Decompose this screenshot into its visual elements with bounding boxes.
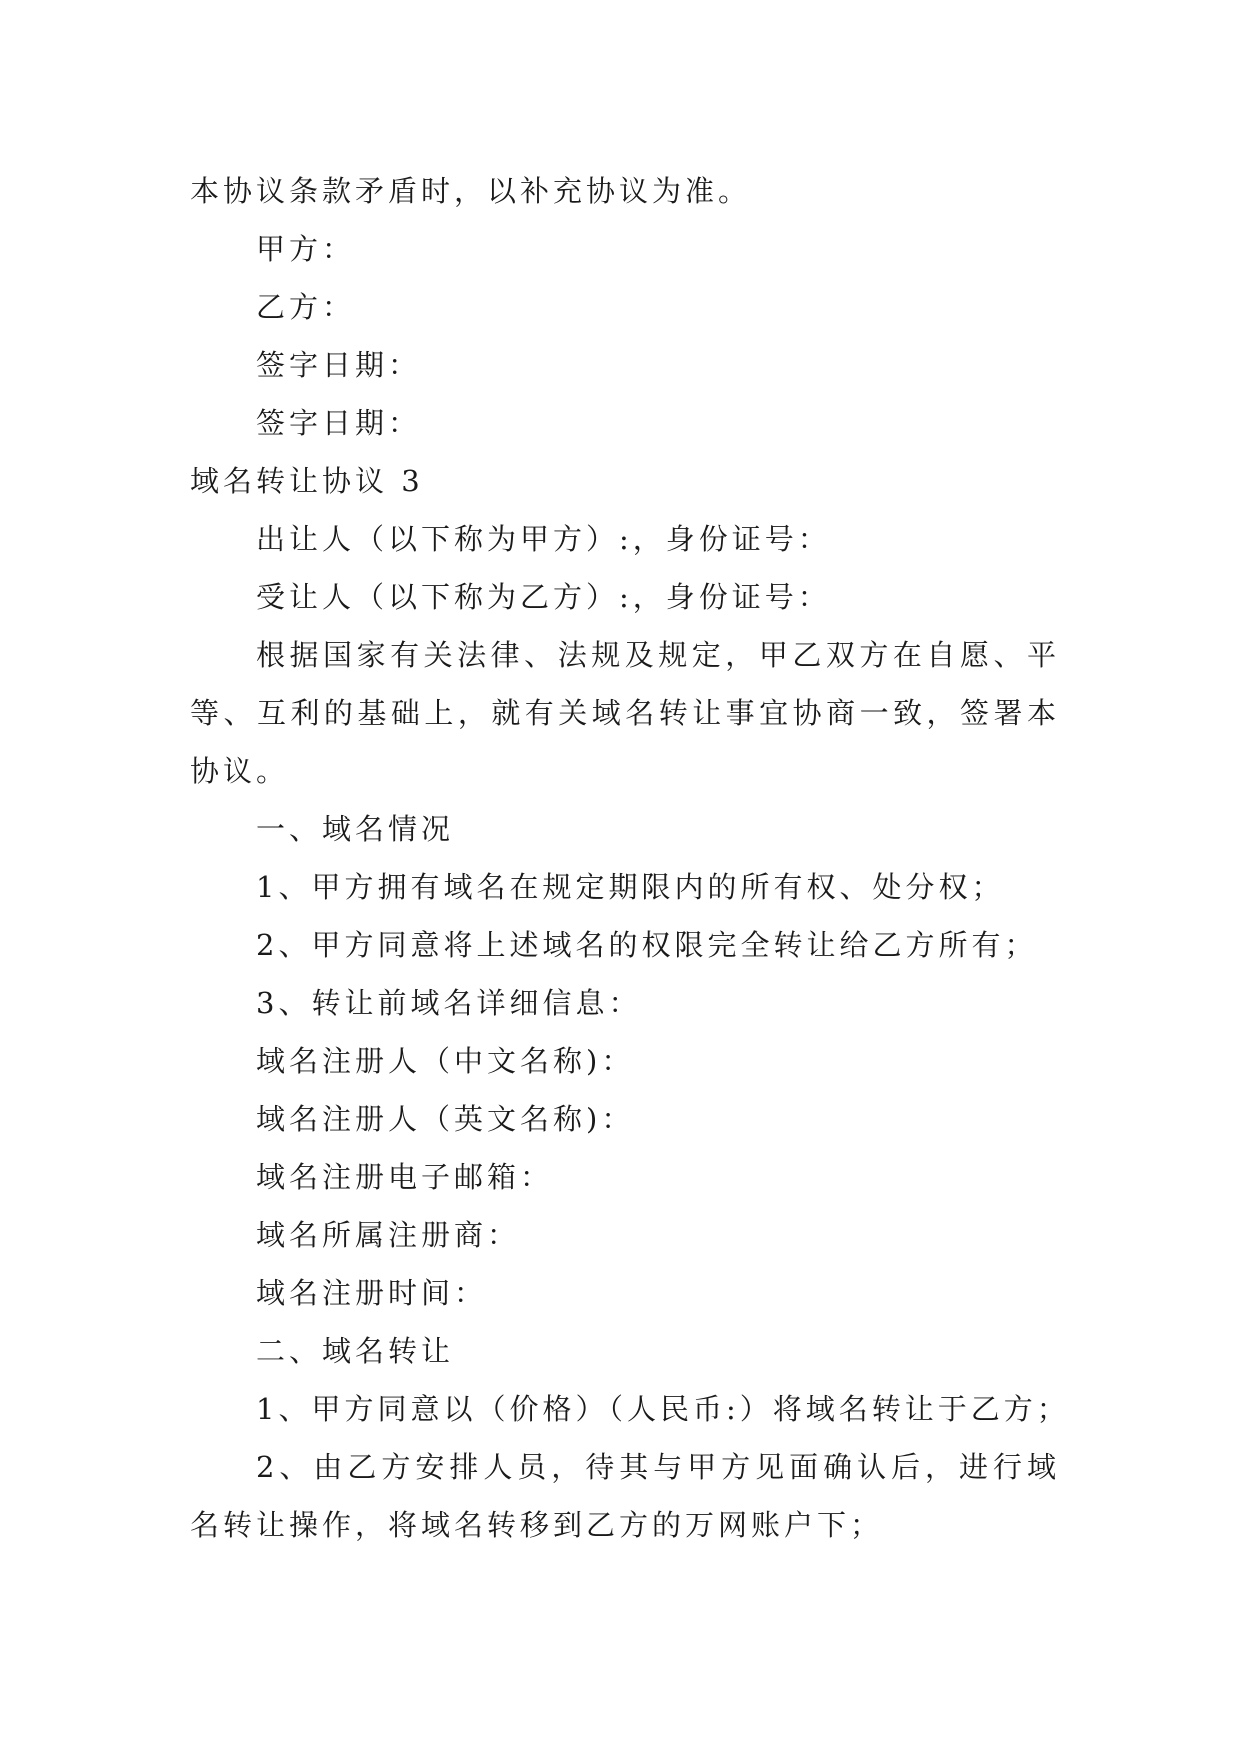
info-field: 域名注册电子邮箱： [256,1160,554,1194]
text-line: 本协议条款矛盾时，以补充协议为准。 [190,174,752,208]
section-title: 域名转让协议 3 [190,464,424,498]
transferee-line: 受让人（以下称为乙方）:，身份证号： [256,580,831,614]
transferor-line: 出让人（以下称为甲方）:，身份证号： [256,522,831,556]
info-field: 域名注册人（英文名称)： [256,1102,635,1136]
signature-date-label: 签字日期： [256,348,422,382]
clause-item: 1、甲方同意以（价格）（人民币:）将域名转让于乙方； [256,1392,1070,1426]
party-b-label: 乙方： [256,290,356,324]
clause-item: 3、转让前域名详细信息： [256,986,642,1020]
clause-item: 1、甲方拥有域名在规定期限内的所有权、处分权； [256,870,1005,904]
party-a-label: 甲方： [256,232,356,266]
clause-paragraph: 2、由乙方安排人员，待其与甲方见面确认后，进行域名转让操作，将域名转移到乙方的万网账户下； [190,1450,1060,1542]
info-field: 域名注册时间： [256,1276,488,1310]
heading-domain-status: 一、域名情况 [256,812,455,846]
heading-domain-transfer: 二、域名转让 [256,1334,455,1368]
document-body [190,162,1070,1554]
clause-item: 2、甲方同意将上述域名的权限完全转让给乙方所有； [256,928,1038,962]
info-field: 域名注册人（中文名称)： [256,1044,635,1078]
signature-date-label: 签字日期： [256,406,422,440]
info-field: 域名所属注册商： [256,1218,521,1252]
preamble-paragraph: 根据国家有关法律、法规及规定，甲乙双方在自愿、平等、互利的基础上，就有关域名转让事宜协商一致，签署本协议。 [190,638,1060,788]
